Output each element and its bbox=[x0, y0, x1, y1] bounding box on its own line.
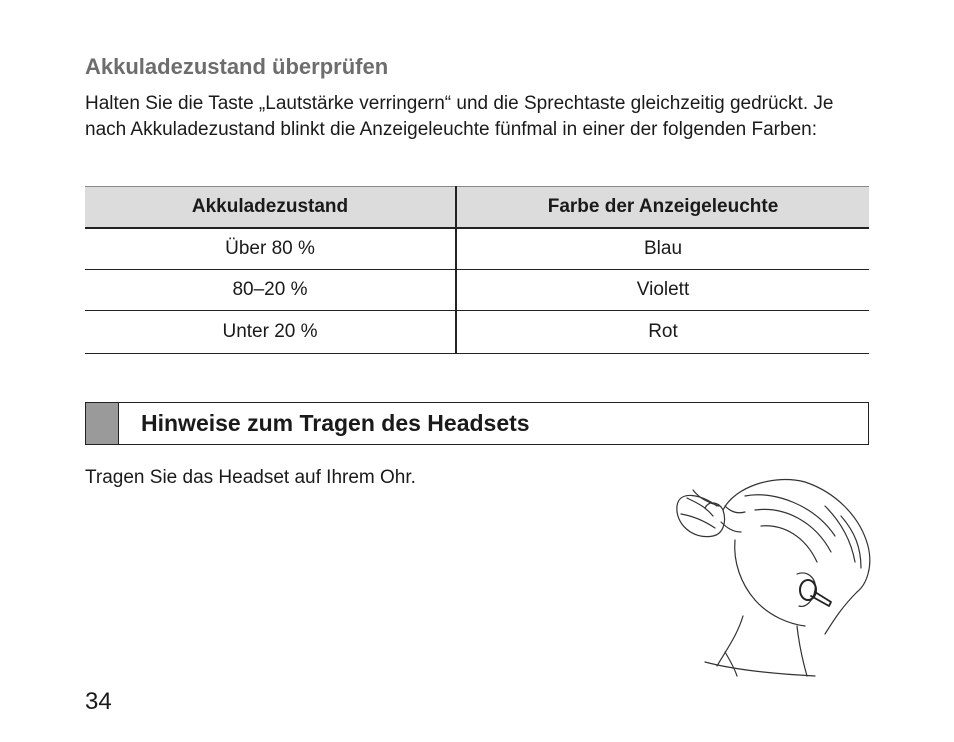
battery-level-cell: Über 80 % bbox=[85, 228, 456, 270]
battery-level-cell: Unter 20 % bbox=[85, 311, 456, 354]
battery-level-cell: 80–20 % bbox=[85, 270, 456, 311]
column-header-indicator-color: Farbe der Anzeigeleuchte bbox=[456, 187, 869, 229]
indicator-color-cell: Rot bbox=[456, 311, 869, 354]
column-header-battery-level: Akkuladezustand bbox=[85, 187, 456, 229]
intro-paragraph: Halten Sie die Taste „Lautstärke verringern“ und die Sprechtaste gleichzeitig gedrückt. Je nach Akkuladezustand blinkt die Anzeigeleuchte fünfmal in einer der folgenden Farben: bbox=[85, 93, 834, 140]
wearing-section-title-bar bbox=[85, 402, 869, 445]
table-row bbox=[85, 228, 869, 270]
battery-status-table bbox=[85, 186, 869, 354]
indicator-color-cell: Blau bbox=[456, 228, 869, 270]
table-row bbox=[85, 311, 869, 354]
wearing-instruction: Tragen Sie das Headset auf Ihrem Ohr. bbox=[85, 467, 416, 488]
table-header-row bbox=[85, 187, 869, 229]
indicator-color-cell: Violett bbox=[456, 270, 869, 311]
headset-on-ear-illustration bbox=[665, 466, 875, 678]
table-row bbox=[85, 270, 869, 311]
section-marker bbox=[86, 403, 119, 444]
section-heading: Akkuladezustand überprüfen bbox=[85, 54, 389, 79]
page-number: 34 bbox=[85, 688, 112, 715]
wearing-section-title: Hinweise zum Tragen des Headsets bbox=[141, 410, 530, 436]
